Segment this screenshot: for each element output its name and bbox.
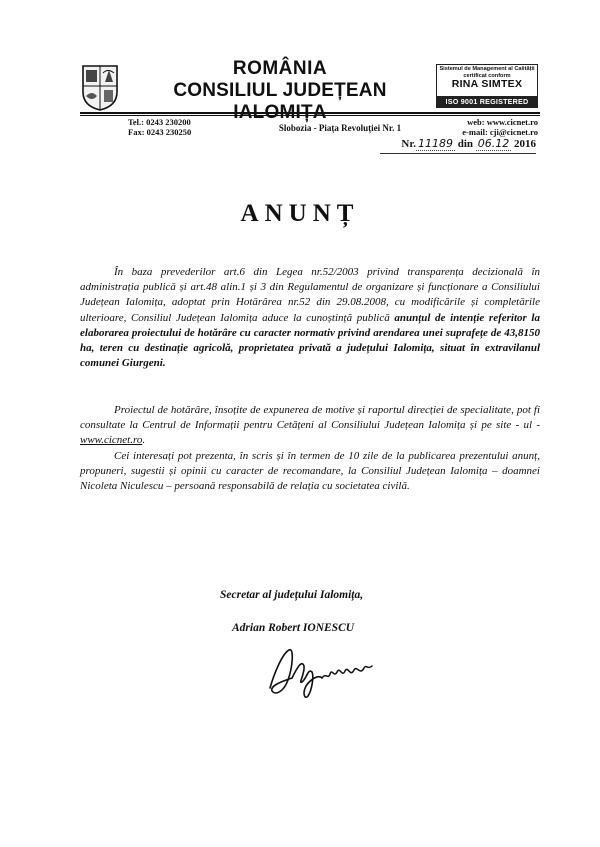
reg-year: 2016	[514, 138, 536, 150]
handwritten-signature	[262, 644, 378, 702]
p2-text: Proiectul de hotărâre, însoțite de expunerea de motive și raportul direcției de specialitate, pot fi consultate la Centrul de Informații pentru Cetățeni al Consiliului Județean Ialomița și pe site - ul -	[80, 404, 540, 432]
paragraph-3: Cei interesați pot prezenta, în scris și în termen de 10 zile de la publicarea prezentului anunț, propuneri, sugestii și opinii cu caracter de recomandare, la Consiliul Județean Ialomița – doamnei Nicoleta Niculescu – persoană responsabilă de relația cu societatea civilă.	[80, 450, 540, 493]
contact-phone-block	[128, 117, 191, 137]
p1-bold: anunțul de intenție referitor la elaborarea proiectului de hotărâre cu caracter normativ privind arendarea unei suprafețe de 43,8150 ha, teren cu destinație agricolă, proprietatea privată a județului Ialomița, situat în extravilanul comunei Giurgeni.	[80, 311, 540, 370]
tel: Tel.: 0243 230200	[128, 117, 191, 127]
contact-web-block	[380, 117, 538, 137]
certification-badge	[436, 64, 538, 108]
header-rule-thin	[80, 115, 540, 116]
paragraph-2	[80, 403, 540, 449]
country-heading: ROMÂNIA	[232, 58, 328, 79]
cert-iso: ISO 9001 REGISTERED	[437, 96, 537, 107]
paragraph-1	[80, 265, 540, 371]
coat-of-arms-icon	[80, 62, 120, 112]
registration-line	[380, 137, 536, 151]
header-rule-thick	[80, 112, 540, 114]
p2-end: .	[142, 434, 146, 447]
signatory-name: Adrian Robert IONESCU	[232, 622, 355, 634]
cert-line2: certificat conform	[463, 73, 511, 79]
website-link[interactable]: www.cicnet.ro	[80, 434, 143, 447]
reg-number: 11189	[417, 137, 453, 150]
page-title: ANUNȚ	[240, 200, 360, 227]
council-heading: CONSILIUL JUDEȚEAN	[173, 80, 387, 101]
web: web: www.cicnet.ro	[467, 117, 538, 127]
cert-line1: Sistemul de Management al Calității	[439, 66, 535, 72]
email: e-mail: cji@cicnet.ro	[462, 127, 538, 137]
p1-text: În baza prevederilor art.6 din Legea nr.52/2003 privind transparența decizională în administrația publică și art.48 alin.1 și 3 din Regulamentul de organizare și funcționare a Consiliului Județean Ialomița, adoptat prin Hotărârea nr.52 din 29.08.2008, cu modificările și completările ulterioare, Consiliul Județean Ialomița aduce la cunoștință publică	[80, 266, 540, 324]
fax: Fax: 0243 230250	[128, 127, 192, 137]
registration-underline	[380, 153, 536, 154]
reg-date: 06.12	[477, 137, 510, 150]
address: Slobozia - Piața Revoluției Nr. 1	[278, 123, 402, 133]
cert-brand: RINA SIMTEX	[451, 78, 523, 90]
signatory-role: Secretar al județului Ialomița,	[220, 589, 364, 601]
reg-din-label: din	[457, 138, 473, 150]
reg-nr-label: Nr.	[401, 138, 416, 150]
